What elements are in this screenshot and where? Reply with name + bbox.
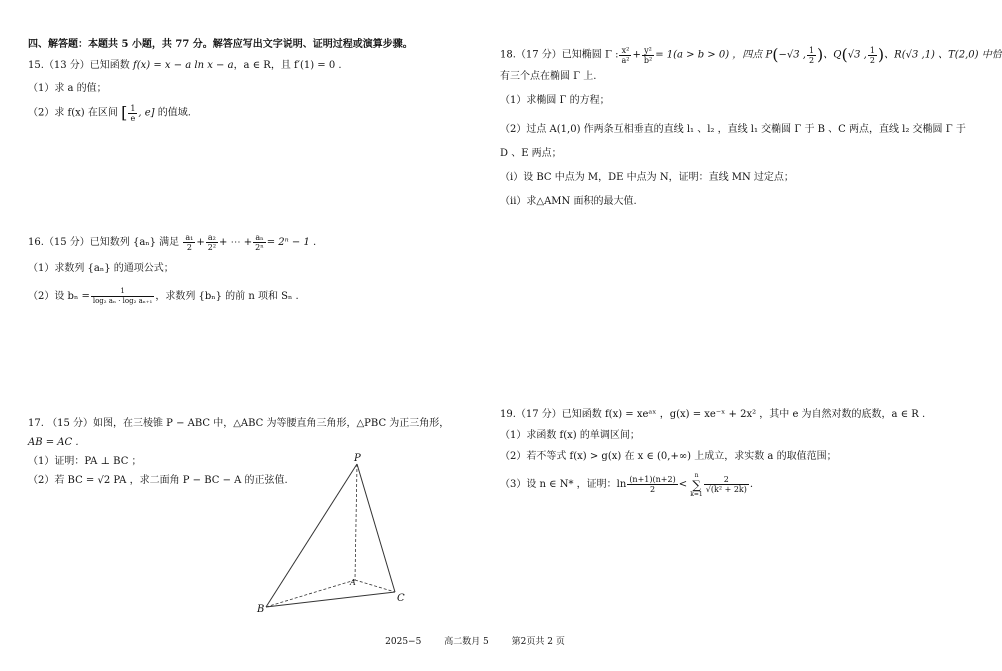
q15-fraction: $\frac{1}{e}$ — [130, 103, 136, 123]
edge-PB — [266, 464, 357, 607]
q17-stem-line1: 17. （15 分）如图，在三棱锥 P − ABC 中，△ABC 为等腰直角三角形，△PBC 为正三角形， — [28, 418, 450, 429]
q19-part3: （3）设 n ∈ N* ，证明：ln $\frac{(n+1)(n+2)}{2}$ < n ∑ k=1 $\frac{2}{\text{√(k² + 2k)}}$ . — [500, 471, 754, 498]
vertex-label-A: A — [350, 578, 356, 587]
q19-summation: n ∑ k=1 — [690, 471, 703, 498]
q15-stem — [28, 59, 342, 73]
q18-part2-line1: （2）过点 A(1,0) 作两条互相垂直的直线 l₁ 、l₂ ，直线 l₁ 交椭圆 Γ 于 B 、C 两点，直线 l₂ 交椭圆 Γ 于 — [500, 124, 966, 135]
q18-part1: （1）求椭圆 Γ 的方程； — [500, 95, 610, 106]
q19-stem: 19.（17 分）已知函数 f(x) = xeᵃˣ ，g(x) = xe⁻ˣ + 2x² ，其中 e 为自然对数的底数，a ∈ R . — [500, 409, 926, 420]
q16-part1: （1）求数列 {aₙ} 的通项公式； — [28, 263, 174, 274]
q16-stem: 16.（15 分）已知数列 {aₙ} 满足 $\frac{\text{a₁}}{2}$ + $\frac{\text{a₂}}{\text{2²}}$ + ⋯ + $\frac{\text{aₙ}}{\text{2ⁿ}}$ = 2ⁿ − 1 . — [28, 233, 317, 252]
edge-AC — [355, 580, 395, 592]
q18-stem-line1: 18.（17 分）已知椭圆 Γ : $\frac{\text{x²}}{\text{a²}}$ + $\frac{\text{y²}}{\text{b²}}$ = 1(a > b > 0) ，四点 P(−√3 , $\frac{1}{2}$ )、Q(√3 , $\frac{1}{2}$ )、R(√3 ,1) 、T(2,0) 中恰 — [500, 45, 1002, 65]
edge-BC — [266, 592, 395, 607]
q18-sub2: （ii）求△AMN 面积的最大值. — [500, 196, 637, 207]
vertex-label-C: C — [397, 593, 405, 604]
q17-part2: （2）若 BC = √2 PA ，求二面角 P − BC − A 的正弦值. — [28, 475, 288, 486]
footer-page-number: 第2页共 2 页 — [511, 637, 565, 647]
q17-stem-line2: AB = AC . — [28, 437, 79, 448]
q18-stem-line2: 有三个点在椭圆 Γ 上. — [500, 71, 597, 82]
q15-label: 15.（13 分）已知函数 — [28, 60, 130, 71]
page-footer — [0, 634, 950, 647]
section-header: 四、解答题：本题共 5 小题，共 77 分。解答应写出文字说明、证明过程或演算步骤。 — [28, 39, 413, 50]
q15-condition: ，a ∈ R，且 f′(1) = 0 . — [233, 60, 342, 71]
q18-part2-line2: D 、E 两点； — [500, 148, 562, 159]
vertex-label-P: P — [354, 453, 361, 464]
q19-part1: （1）求函数 f(x) 的单调区间； — [500, 430, 640, 441]
edge-PC — [357, 464, 395, 592]
tetrahedron-figure — [250, 450, 410, 620]
q19-part2: （2）若不等式 f(x) > g(x) 在 x ∈ (0,+∞) 上成立，求实数 a 的取值范围； — [500, 451, 837, 462]
footer-date: 2025−5 — [385, 637, 422, 647]
edge-PA — [355, 464, 357, 580]
footer-subject: 高二数月 5 — [444, 637, 489, 647]
q15-part2: （2）求 f(x) 在区间 [ $\frac{1}{e}$ , e] 的值域. — [28, 103, 191, 123]
q16-part2: （2）设 bₙ = $\frac{1}{\text{log₂ aₙ · log₂ aₙ₊₁}}$ ，求数列 {bₙ} 的前 n 项和 Sₙ . — [28, 287, 299, 305]
vertex-label-B: B — [257, 604, 265, 615]
q18-sub1: （i）设 BC 中点为 M，DE 中点为 N，证明：直线 MN 过定点； — [500, 172, 794, 183]
q15-function: f(x) = x − a ln x − a — [133, 60, 234, 71]
q17-part1: （1）证明：PA ⊥ BC ； — [28, 456, 142, 467]
q15-part1: （1）求 a 的值； — [28, 83, 107, 94]
edge-AB — [266, 580, 355, 607]
